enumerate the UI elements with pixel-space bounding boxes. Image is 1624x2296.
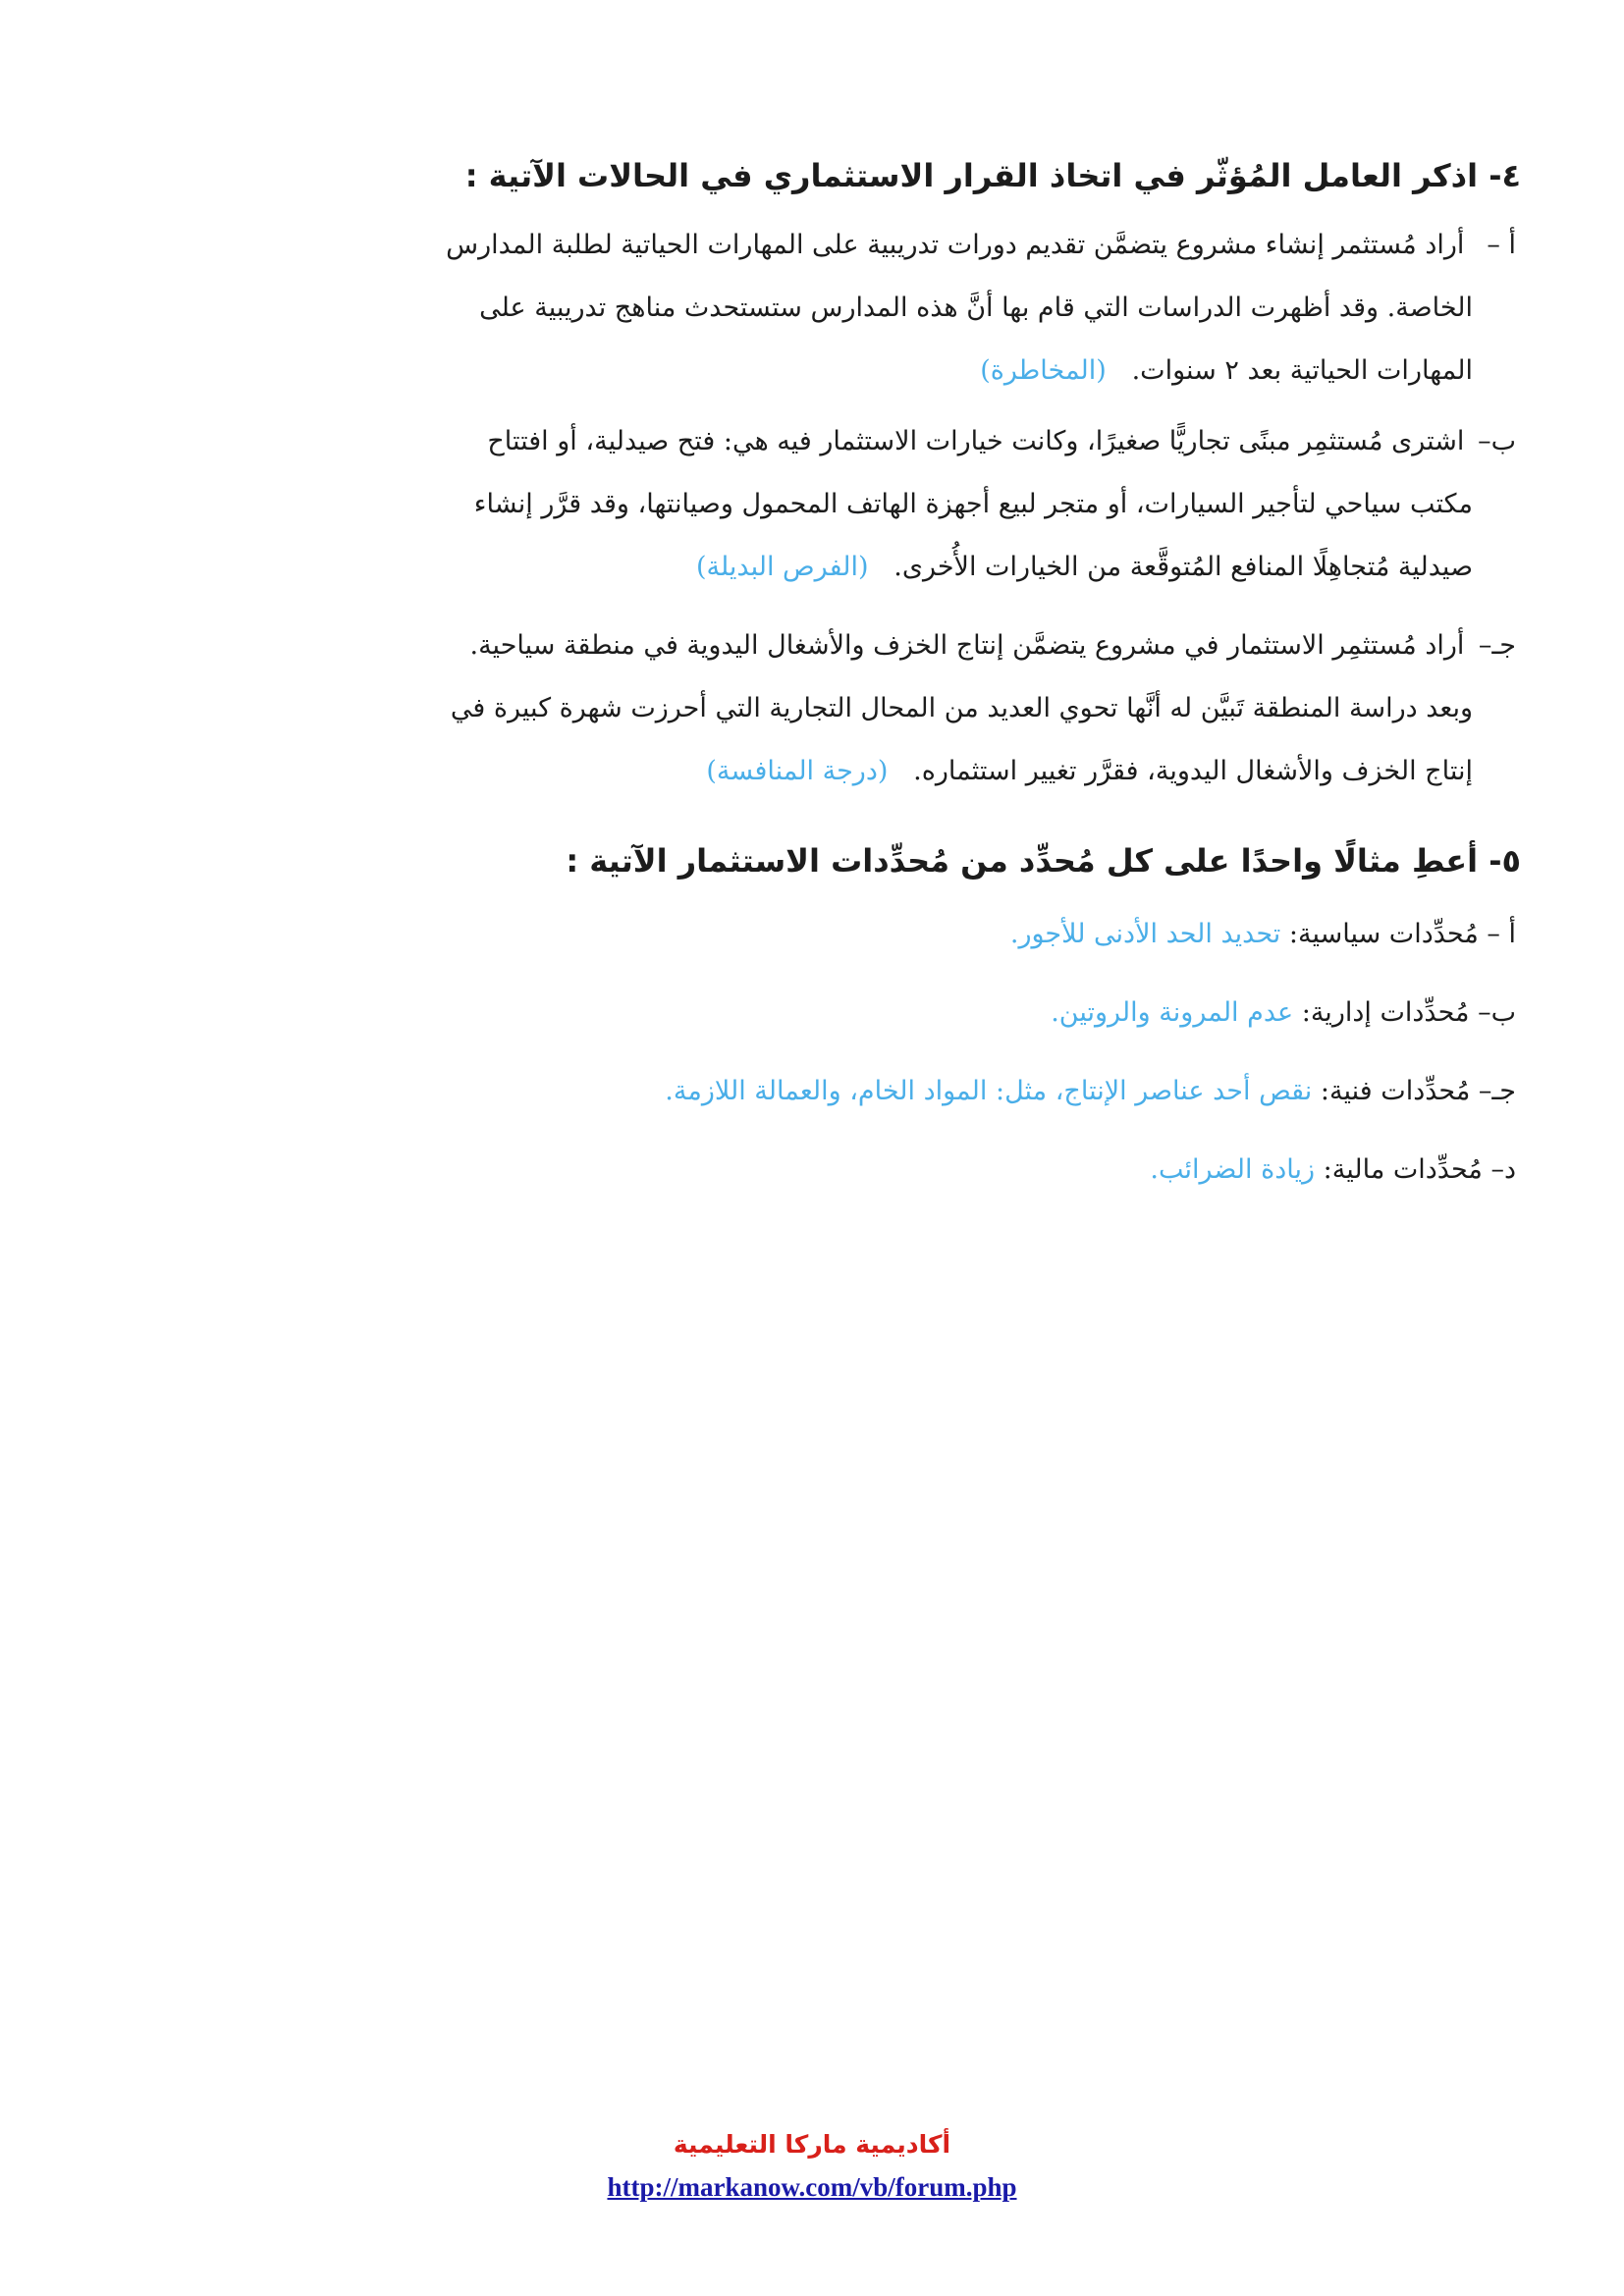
item-line: الخاصة. وقد أظهرت الدراسات التي قام بها أنَّ هذه المدارس ستستحدث مناهج تدريبية على [479, 293, 1473, 323]
question-5-item-d [141, 1150, 1516, 1190]
question-4-item-a [141, 214, 1516, 402]
item-line: وبعد دراسة المنطقة تَبيَّن له أنَّها تحوي العديد من المحال التجارية التي أحرزت شهرة كبيرة في [450, 693, 1473, 723]
question-4-item-c [141, 614, 1516, 803]
footer-link[interactable]: http://markanow.com/vb/forum.php [607, 2172, 1017, 2202]
question-4-heading: ٤- اذكر العامل المُؤثّر في اتخاذ القرار الاستثماري في الحالات الآتية : [464, 157, 1521, 194]
item-label: مُحدِّدات فنية: [1320, 1076, 1471, 1106]
item-label: مُحدِّدات إدارية: [1301, 997, 1470, 1028]
item-answer: (الفرص البديلة) [695, 552, 869, 582]
item-marker: أ – [1487, 919, 1516, 949]
item-answer: (المخاطرة) [980, 355, 1107, 386]
item-label: مُحدِّدات مالية: [1323, 1154, 1483, 1185]
item-line: صيدلية مُتجاهِلًا المنافع المُتوقَّعة من الخيارات الأُخرى. [893, 552, 1473, 582]
item-line: اشترى مُستثمِر مبنًى تجاريًّا صغيرًا، وكانت خيارات الاستثمار فيه هي: فتح صيدلية، أو افتتاح [487, 426, 1465, 456]
item-answer: (درجة المنافسة) [706, 756, 889, 786]
item-answer: زيادة الضرائب. [1150, 1154, 1316, 1185]
item-answer: نقص أحد عناصر الإنتاج، مثل: المواد الخام، والعمالة اللازمة. [665, 1076, 1313, 1106]
item-answer: تحديد الحد الأدنى للأجور. [1009, 919, 1281, 949]
item-label: مُحدِّدات سياسية: [1288, 919, 1479, 949]
item-marker: جـ– [1478, 1076, 1516, 1106]
question-4-item-b [141, 410, 1516, 599]
question-5-item-b [141, 993, 1516, 1033]
item-marker: أ – [1487, 230, 1516, 260]
item-line: مكتب سياحي لتأجير السيارات، أو متجر لبيع أجهزة الهاتف المحمول وصيانتها، وقد قرَّر إنشاء [473, 489, 1473, 519]
item-marker: ب– [1478, 997, 1516, 1028]
item-answer: عدم المرونة والروتين. [1051, 997, 1294, 1028]
item-line: المهارات الحياتية بعد ٢ سنوات. [1131, 355, 1473, 386]
item-marker: ب– [1478, 426, 1516, 456]
footer-title: أكاديمية ماركا التعليمية [673, 2130, 951, 2159]
item-marker: جـ– [1478, 630, 1516, 661]
question-5-item-a [141, 915, 1516, 954]
item-line: إنتاج الخزف والأشغال اليدوية، فقرَّر تغيير استثماره. [913, 756, 1473, 786]
item-marker: د– [1490, 1154, 1516, 1185]
item-line: أراد مُستثمر إنشاء مشروع يتضمَّن تقديم دورات تدريبية على المهارات الحياتية لطلبة المدارس [446, 230, 1465, 260]
item-line: أراد مُستثمِر الاستثمار في مشروع يتضمَّن إنتاج الخزف والأشغال اليدوية في منطقة سياحية. [469, 630, 1465, 661]
question-5-item-c [141, 1072, 1516, 1111]
question-5-heading: ٥- أعطِ مثالًا واحدًا على كل مُحدِّد من مُحدِّدات الاستثمار الآتية : [566, 842, 1521, 880]
